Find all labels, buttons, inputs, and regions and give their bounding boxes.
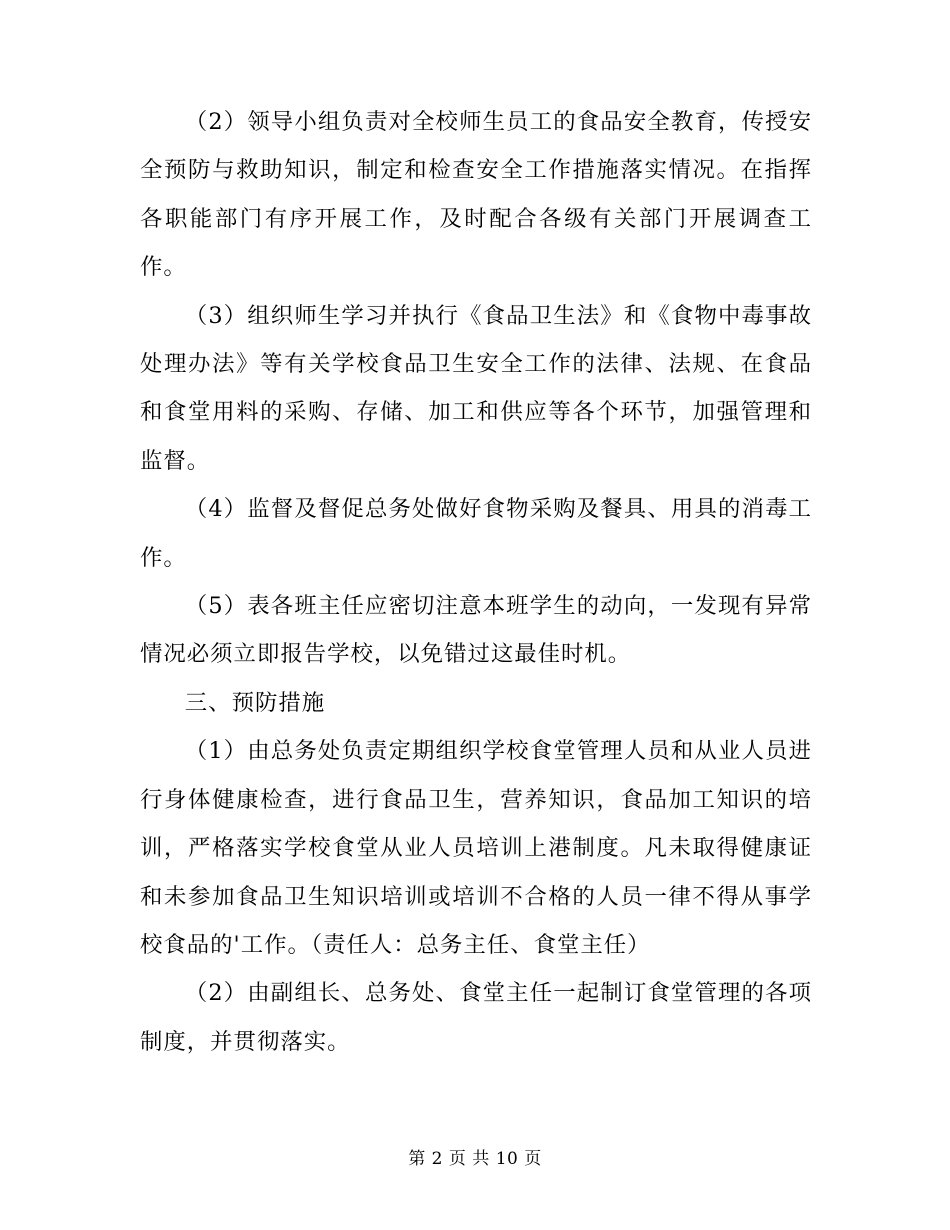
paragraph-measure-2: （2）由副组长、总务处、食堂主任一起制订食堂管理的各项制度，并贯彻落实。 — [140, 980, 812, 1055]
paragraph-duty-3: （3）组织师生学习并执行《食品卫生法》和《食物中毒事故处理办法》等有关学校食品卫生安全工作的法律、法规、在食品和食堂用料的采购、存储、加工和供应等各个环节，加强管理和监督。 — [140, 302, 812, 474]
paragraph-duty-4: （4）监督及督促总务处做好食物采购及餐具、用具的消毒工作。 — [140, 496, 812, 571]
page-number-footer: 第 2 页 共 10 页 — [408, 1149, 542, 1169]
document-body — [140, 98, 812, 1066]
paragraph-duty-5: （5）表各班主任应密切注意本班学生的动向，一发现有异常情况必须立即报告学校，以免错过这最佳时机。 — [140, 593, 812, 668]
section-heading-prevention: 三、预防措施 — [184, 689, 326, 716]
paragraph-measure-1: （1）由总务处负责定期组织学校食堂管理人员和从业人员进行身体健康检查，进行食品卫生，营养知识，食品加工知识的培训，严格落实学校食堂从业人员培训上港制度。凡未取得健康证和未参加食品卫生知识培训或培训不合格的人员一律不得从事学校食品的'工作。（责任人：总务主任、食堂主任） — [140, 738, 812, 958]
paragraph-duty-2: （2）领导小组负责对全校师生员工的食品安全教育，传授安全预防与救助知识，制定和检查安全工作措施落实情况。在指挥各职能部门有序开展工作，及时配合各级有关部门开展调查工作。 — [140, 109, 812, 281]
